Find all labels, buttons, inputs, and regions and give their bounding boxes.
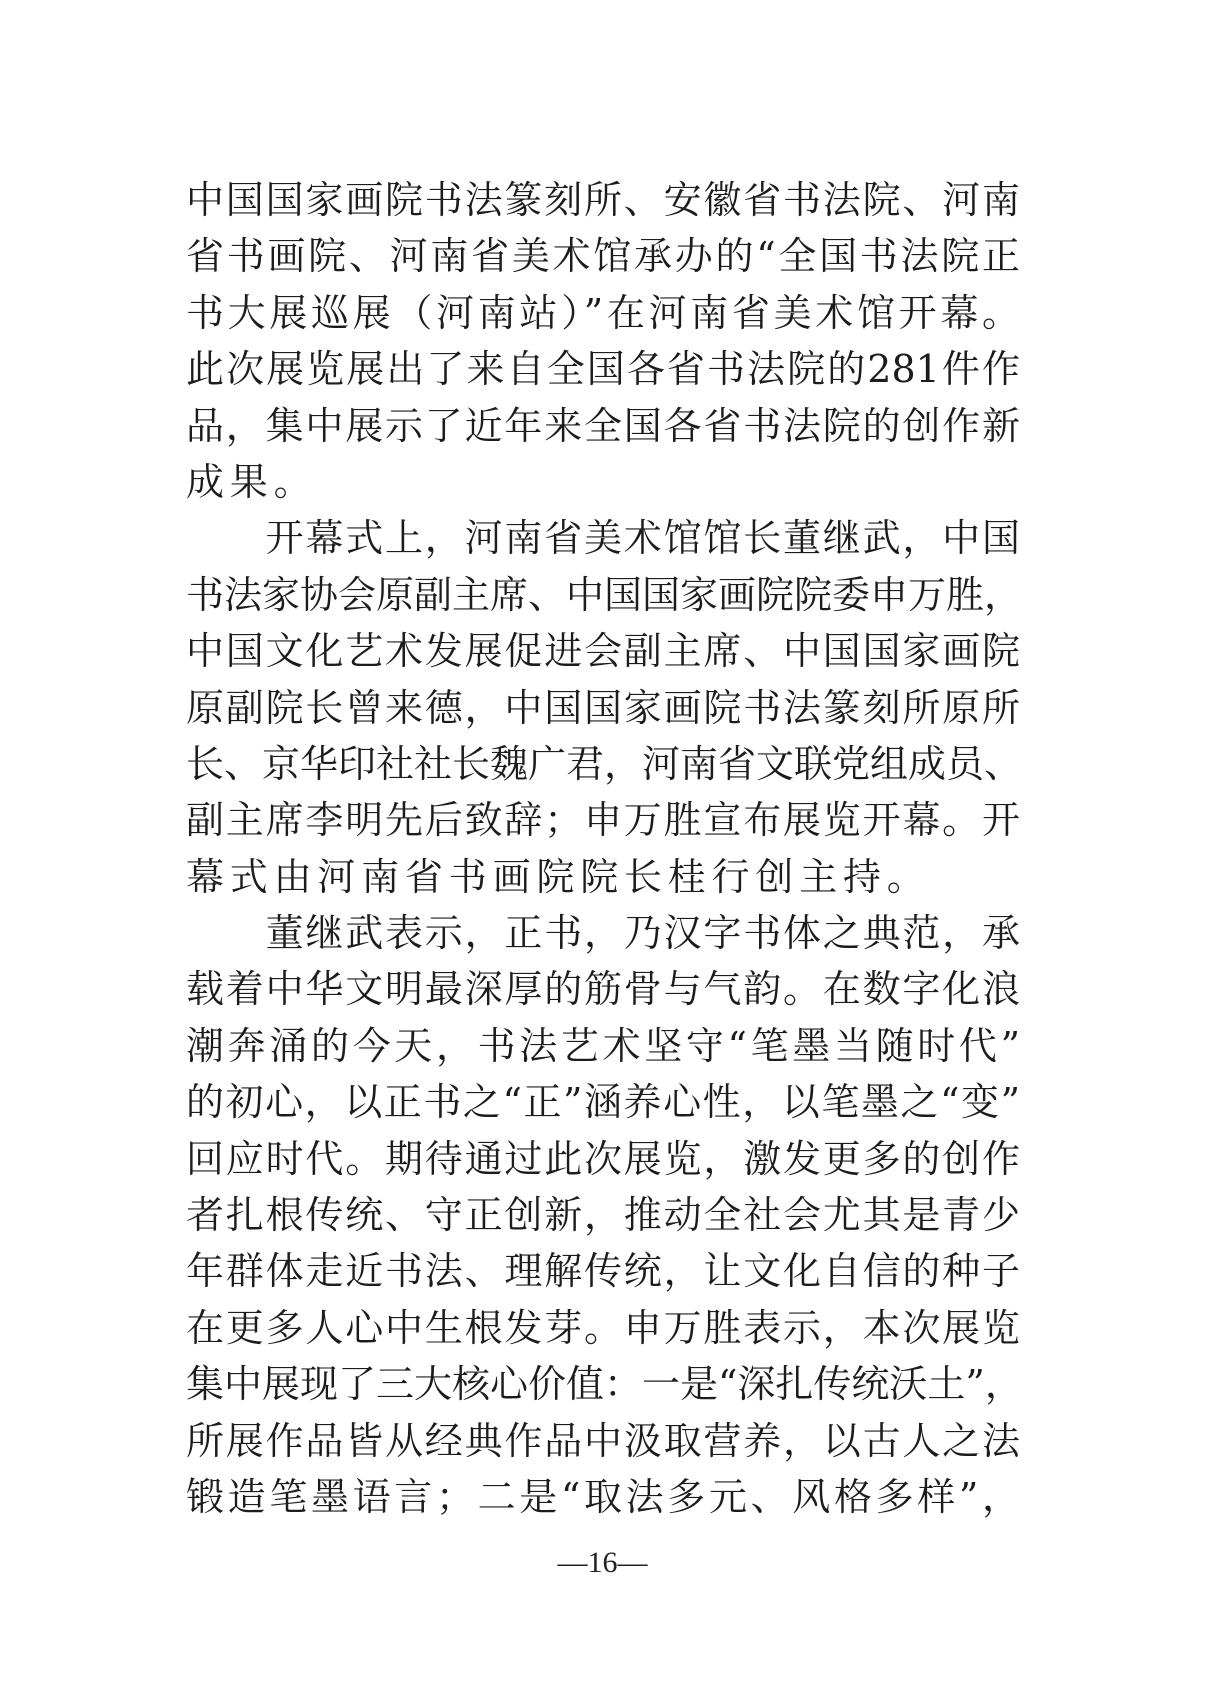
text-line: 原副院长曾来德，中国国家画院书法篆刻所原所 <box>186 685 1020 730</box>
text-line: 回应时代。期待通过此次展览，激发更多的创作 <box>186 1136 1020 1181</box>
text-line: 中国文化艺术发展促进会副主席、中国国家画院 <box>186 629 1020 674</box>
text-line: 集中展现了三大核心价值：一是“深扎传统沃土”， <box>186 1362 1023 1407</box>
text-line: 成果。 <box>186 459 318 504</box>
text-line: 载着中华文明最深厚的筋骨与气韵。在数字化浪 <box>186 967 1020 1012</box>
text-line: 此次展览展出了来自全国各省书法院的281件作 <box>186 347 1020 392</box>
text-line: 中国国家画院书法篆刻所、安徽省书法院、河南 <box>186 178 1020 222</box>
text-line: 开幕式上，河南省美术馆馆长董继武，中国 <box>186 516 1020 561</box>
text-line: 在更多人心中生根发芽。申万胜表示，本次展览 <box>186 1305 1020 1350</box>
text-line: 董继武表示，正书，乃汉字书体之典范，承 <box>186 911 1020 956</box>
text-line: 书大展巡展（河南站）”在河南省美术馆开幕。 <box>186 290 1020 335</box>
text-line: 副主席李明先后致辞；申万胜宣布展览开幕。开 <box>186 798 1020 843</box>
text-line: 的初心，以正书之“正”涵养心性，以笔墨之“变” <box>186 1080 1020 1125</box>
text-line: 潮奔涌的今天，书法艺术坚守“笔墨当随时代” <box>186 1023 1020 1068</box>
text-line: 锻造笔墨语言；二是“取法多元、风格多样”， <box>186 1474 1020 1519</box>
text-line: 所展作品皆从经典作品中汲取营养，以古人之法 <box>186 1418 1020 1463</box>
page-number: —16— <box>557 1546 648 1579</box>
text-line: 书法家协会原副主席、中国国家画院院委申万胜， <box>186 572 1023 617</box>
text-line: 品，集中展示了近年来全国各省书法院的创作新 <box>186 403 1020 448</box>
text-line: 长、京华印社社长魏广君，河南省文联党组成员、 <box>186 741 1023 786</box>
body-text <box>186 172 1023 1525</box>
text-line: 者扎根传统、守正创新，推动全社会尤其是青少 <box>186 1193 1020 1238</box>
text-line: 年群体走近书法、理解传统，让文化自信的种子 <box>186 1249 1020 1294</box>
text-line: 省书画院、河南省美术馆承办的“全国书法院正 <box>186 234 1020 279</box>
text-line: 幕式由河南省书画院院长桂行创主持。 <box>186 854 931 899</box>
